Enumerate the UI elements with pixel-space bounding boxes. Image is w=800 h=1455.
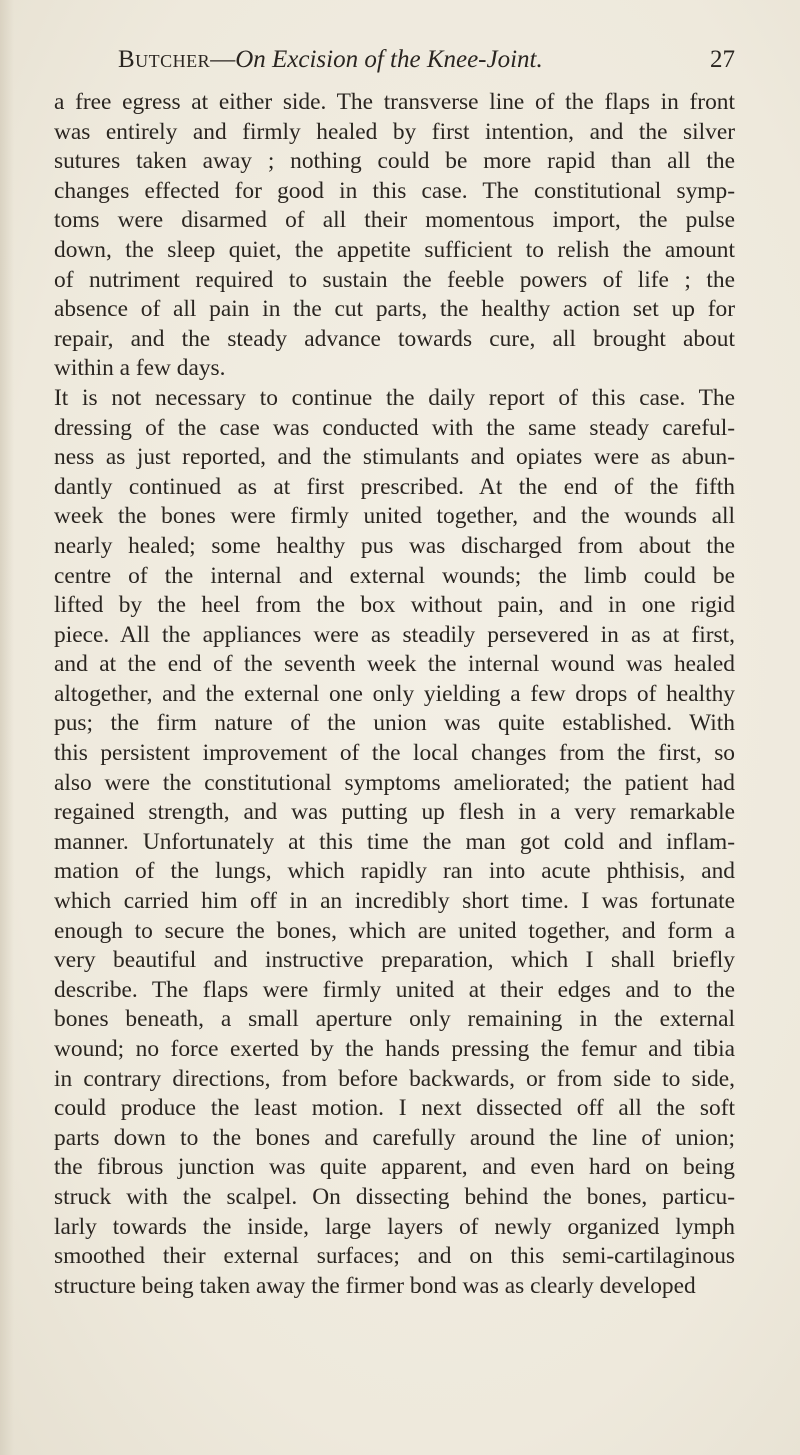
text-line: dantly continued as at first prescribed. At the end of the fifth [54,473,735,500]
running-head-title: On Excision of the Knee-Joint. [235,46,543,73]
running-head [118,42,735,78]
text-line: nearly healed; some healthy pus was discharged from about the [54,532,735,559]
text-line: the fibrous junction was quite apparent, and even hard on being [54,1154,735,1181]
text-line: down, the sleep quiet, the appetite sufficient to relish the amount [54,236,735,263]
text-line: enough to secure the bones, which are united together, and form a [54,917,735,944]
text-line: within a few days. [54,355,226,382]
text-line: larly towards the inside, large layers of newly organized lymph [54,1213,735,1240]
text-line: week the bones were firmly united together, and the wounds all [54,503,735,530]
text-line: very beautiful and instructive preparation, which I shall briefly [54,947,735,974]
text-line: describe. The flaps were firmly united at their edges and to the [54,976,735,1003]
text-line: repair, and the steady advance towards cure, all brought about [54,325,735,352]
running-head-author: Butcher [118,46,211,73]
running-head-separator: — [210,46,236,73]
text-line: wound; no force exerted by the hands pressing the femur and tibia [54,1036,735,1062]
text-line: struck with the scalpel. On dissecting behind the bones, particu- [54,1183,735,1210]
text-line: lifted by the heel from the box without pain, and in one rigid [54,592,735,619]
text-line: centre of the internal and external wounds; the limb could be [54,562,735,589]
text-line: of nutriment required to sustain the feeble powers of life ; the [54,266,735,293]
text-line: this persistent improvement of the local changes from the first, so [54,740,735,767]
text-line: toms were disarmed of all their momentous import, the pulse [54,207,735,234]
text-line: which carried him off in an incredibly short time. I was fortunate [54,888,735,915]
text-line: structure being taken away the firmer bond was as clearly developed [54,1272,696,1299]
text-line: dressing of the case was conducted with the same steady careful- [54,414,735,441]
text-line: regained strength, and was putting up flesh in a very remarkable [54,799,735,826]
text-line: manner. Unfortunately at this time the man got cold and inflam- [54,828,735,855]
text-line: smoothed their external surfaces; and on this semi-cartilaginous [54,1243,735,1270]
text-line: It is not necessary to continue the daily report of this case. The [54,384,735,411]
text-line: parts down to the bones and carefully around the line of union; [54,1124,735,1151]
page-number: 27 [710,46,735,73]
text-line: a free egress at either side. The transverse line of the flaps in front [54,89,735,115]
text-line: sutures taken away ; nothing could be more rapid than all the [54,148,735,175]
text-line: also were the constitutional symptoms ameliorated; the patient had [54,769,735,796]
text-line: changes effected for good in this case. The constitutional symp- [54,177,735,204]
text-line: pus; the firm nature of the union was quite established. With [54,710,735,737]
text-line: bones beneath, a small aperture only remaining in the external [54,1006,735,1033]
text-line: could produce the least motion. I next dissected off all the soft [54,1095,735,1122]
text-line: ness as just reported, and the stimulants and opiates were as abun- [54,444,735,471]
text-line: was entirely and firmly healed by first intention, and the silver [54,118,735,145]
binding-shadow [0,0,14,1455]
text-line: piece. All the appliances were as steadily persevered in as at first, [54,621,735,648]
text-line: in contrary directions, from before backwards, or from side to side, [54,1065,735,1092]
body-text [54,88,735,1301]
text-line: absence of all pain in the cut parts, the healthy action set up for [54,296,735,323]
text-line: altogether, and the external one only yielding a few drops of healthy [54,680,735,707]
text-line: and at the end of the seventh week the internal wound was healed [54,651,735,678]
text-line: mation of the lungs, which rapidly ran into acute phthisis, and [54,858,735,885]
